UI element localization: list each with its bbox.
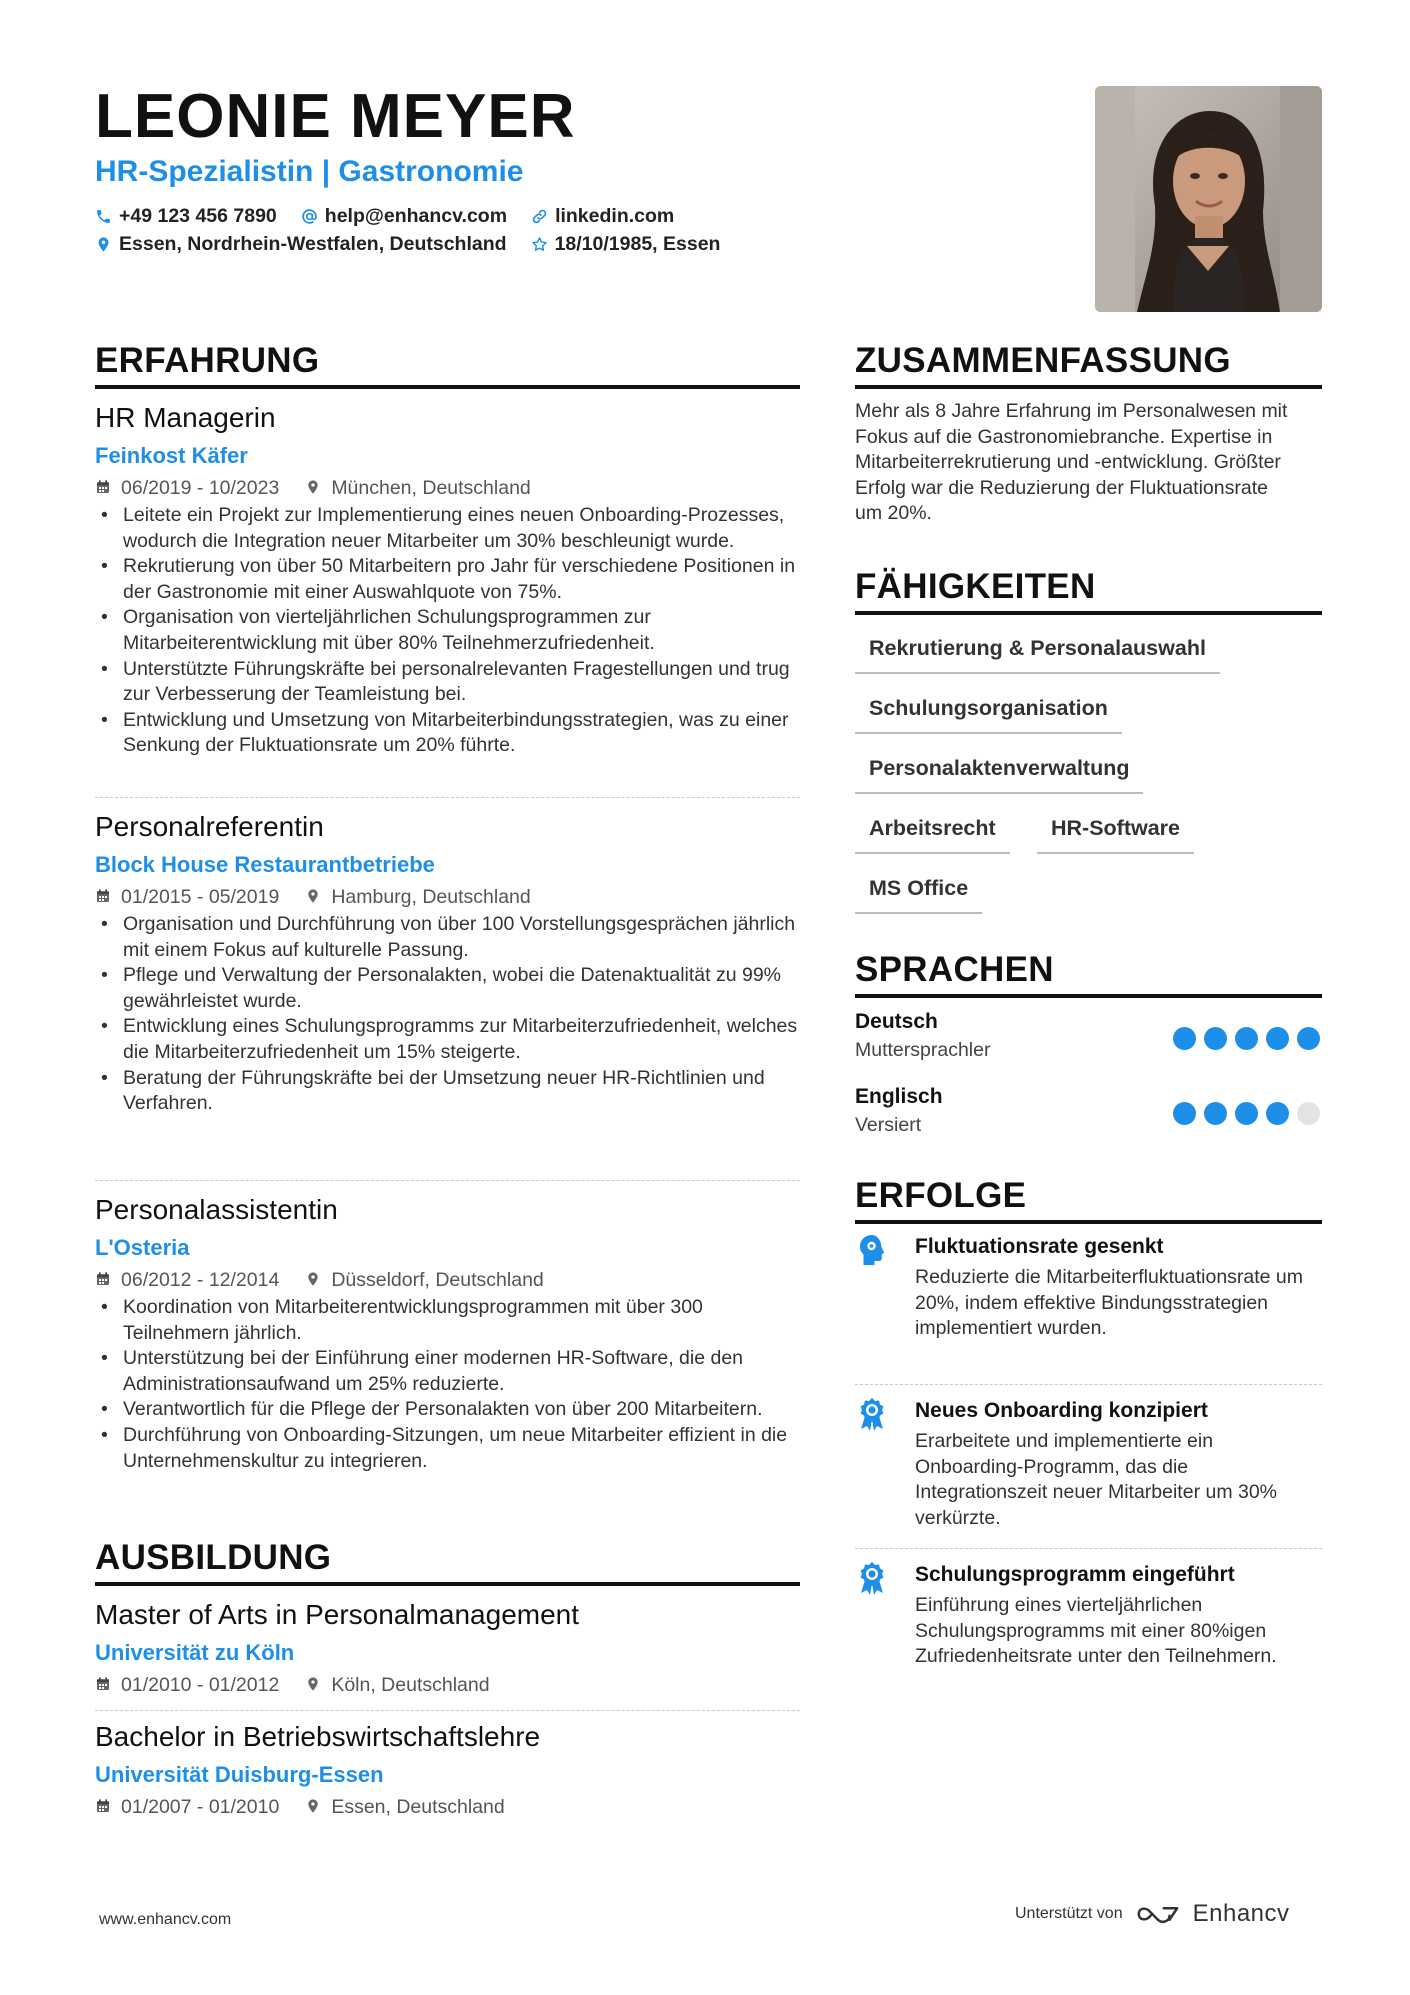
- location-pin-icon: [305, 1271, 323, 1289]
- location-text: Essen, Nordrhein-Westfalen, Deutschland: [119, 233, 507, 255]
- skill-tag: Arbeitsrecht: [855, 813, 1010, 854]
- achievement-title: Neues Onboarding konzipiert: [915, 1399, 1208, 1422]
- skills-heading-rule: [855, 611, 1322, 615]
- location-pin-icon: [305, 1676, 323, 1694]
- job-company[interactable]: Block House Restaurantbetriebe: [95, 852, 435, 877]
- link-icon: [531, 208, 548, 225]
- contact-row-2: [95, 231, 720, 257]
- achievement-title: Fluktuationsrate gesenkt: [915, 1235, 1164, 1258]
- rating-dot-filled: [1173, 1102, 1196, 1125]
- job-role: HR Managerin: [95, 402, 276, 433]
- language-level: Versiert: [855, 1114, 922, 1136]
- job-bullet: • Unterstützung bei der Einführung einer modernen HR-Software, die den Administrationsaufwand um 25% reduzierte.: [95, 1346, 800, 1397]
- candidate-title: HR-Spezialistin | Gastronomie: [95, 155, 524, 188]
- education-school[interactable]: Universität zu Köln: [95, 1640, 295, 1665]
- achievement-divider: [855, 1548, 1322, 1549]
- job-meta: [95, 1267, 544, 1293]
- education-location: Köln, Deutschland: [331, 1674, 490, 1696]
- job-location: Düsseldorf, Deutschland: [331, 1269, 544, 1291]
- summary-heading-rule: [855, 385, 1322, 389]
- job-meta: [95, 884, 531, 910]
- job-location: Hamburg, Deutschland: [331, 886, 531, 908]
- calendar-icon: [95, 1676, 113, 1694]
- calendar-icon: [95, 479, 113, 497]
- rating-dot-filled: [1204, 1027, 1227, 1050]
- job-company[interactable]: L'Osteria: [95, 1235, 190, 1260]
- calendar-icon: [95, 888, 113, 906]
- footer-website[interactable]: www.enhancv.com: [99, 1911, 232, 1928]
- job-bullet: • Rekrutierung von über 50 Mitarbeitern pro Jahr für verschiedene Positionen in der Gastronomie mit einer Auswahlquote von 75%.: [95, 554, 800, 605]
- job-company[interactable]: Feinkost Käfer: [95, 443, 248, 468]
- experience-heading: ERFAHRUNG: [95, 341, 320, 380]
- job-bullet: • Beratung der Führungskräfte bei der Umsetzung neuer HR-Richtlinien und Verfahren.: [95, 1066, 800, 1117]
- phone-text: +49 123 456 7890: [119, 205, 277, 227]
- summary-heading: ZUSAMMENFASSUNG: [855, 341, 1231, 380]
- education-divider: [95, 1710, 800, 1711]
- language-level: Muttersprachler: [855, 1039, 991, 1061]
- rating-dot-empty: [1297, 1102, 1320, 1125]
- email-text: help@enhancv.com: [324, 205, 508, 227]
- education-dates: 01/2010 - 01/2012: [121, 1674, 280, 1696]
- contact-birth: [531, 231, 721, 257]
- contact-row-1: [95, 203, 674, 229]
- languages-heading-rule: [855, 994, 1322, 998]
- language-rating: [1173, 1027, 1320, 1050]
- experience-heading-rule: [95, 385, 800, 389]
- head-icon: [857, 1233, 887, 1267]
- rating-dot-filled: [1266, 1102, 1289, 1125]
- award-ribbon-icon: [857, 1561, 887, 1595]
- job-meta: [95, 475, 531, 501]
- rating-dot-filled: [1204, 1102, 1227, 1125]
- languages-heading: SPRACHEN: [855, 950, 1054, 989]
- skill-tag: MS Office: [855, 873, 982, 914]
- education-degree: Master of Arts in Personalmanagement: [95, 1599, 580, 1630]
- achievement-title: Schulungsprogramm eingeführt: [915, 1563, 1235, 1586]
- education-heading: AUSBILDUNG: [95, 1538, 332, 1577]
- achievement-text: Erarbeitete und implementierte ein Onboarding-Programm, das die Integrationszeit neuer Mitarbeiter um 30% verkürzte.: [915, 1430, 1278, 1529]
- job-bullet: • Leitete ein Projekt zur Implementierung eines neuen Onboarding-Prozesses, wodurch die Integration neuer Mitarbeiter um 30% beschleunigt wurde.: [95, 503, 800, 554]
- achievement-text: Reduzierte die Mitarbeiterfluktuationsrate um 20%, indem effektive Bindungsstrategien implementiert wurden.: [915, 1266, 1304, 1340]
- phone-icon: [95, 208, 112, 225]
- contact-phone[interactable]: [95, 203, 277, 229]
- job-bullet: • Entwicklung und Umsetzung von Mitarbeiterbindungsstrategien, was zu einer Senkung der Fluktuationsrate um 20% führte.: [95, 708, 800, 759]
- job-role: Personalassistentin: [95, 1194, 338, 1225]
- achievements-heading: ERFOLGE: [855, 1176, 1027, 1215]
- contact-location: [95, 231, 507, 257]
- job-dates: 06/2012 - 12/2014: [121, 1269, 280, 1291]
- rating-dot-filled: [1297, 1027, 1320, 1050]
- at-icon: [301, 208, 318, 225]
- job-dates: 01/2015 - 05/2019: [121, 886, 280, 908]
- rating-dot-filled: [1235, 1027, 1258, 1050]
- candidate-name: LEONIE MEYER: [95, 82, 576, 151]
- job-bullet: • Koordination von Mitarbeiterentwicklungsprogrammen mit über 300 Teilnehmern jährlich.: [95, 1295, 800, 1346]
- job-bullet: • Organisation und Durchführung von über 100 Vorstellungsgesprächen jährlich mit einem Fokus auf kulturelle Passung.: [95, 912, 800, 963]
- rating-dot-filled: [1235, 1102, 1258, 1125]
- achievement-divider: [855, 1384, 1322, 1385]
- job-role: Personalreferentin: [95, 811, 324, 842]
- footer-branding[interactable]: [1015, 1900, 1290, 1928]
- portrait-image: [1095, 86, 1322, 312]
- award-ribbon-icon: [857, 1397, 887, 1431]
- birth-text: 18/10/1985, Essen: [554, 233, 721, 255]
- skill-tag: Schulungsorganisation: [855, 693, 1122, 734]
- job-divider: [95, 1180, 800, 1181]
- linkedin-text: linkedin.com: [555, 205, 675, 227]
- achievement-text: Einführung eines vierteljährlichen Schulungsprogramms mit einer 80%igen Zufriedenheitsrate unter den Teilnehmern.: [915, 1594, 1277, 1668]
- job-bullet: • Organisation von vierteljährlichen Schulungsprogrammen zur Mitarbeiterentwicklung mit über 80% Teilnehmerzufriedenheit.: [95, 605, 800, 656]
- language-name: Englisch: [855, 1085, 943, 1108]
- education-meta: [95, 1794, 505, 1820]
- job-dates: 06/2019 - 10/2023: [121, 477, 280, 499]
- job-bullet: • Verantwortlich für die Pflege der Personalakten von über 200 Mitarbeitern.: [95, 1397, 800, 1423]
- rating-dot-filled: [1173, 1027, 1196, 1050]
- location-pin-icon: [305, 479, 323, 497]
- contact-email[interactable]: [301, 203, 507, 229]
- job-bullet-list: [95, 1295, 800, 1474]
- education-meta: [95, 1672, 490, 1698]
- language-name: Deutsch: [855, 1010, 938, 1033]
- footer-powered-by: Unterstützt von: [1015, 1905, 1123, 1922]
- location-pin-icon: [305, 1798, 323, 1816]
- location-pin-icon: [305, 888, 323, 906]
- job-bullet: • Pflege und Verwaltung der Personalakten, wobei die Datenaktualität zu 99% gewährleistet wurde.: [95, 963, 800, 1014]
- achievements-heading-rule: [855, 1220, 1322, 1224]
- skill-tag: HR-Software: [1037, 813, 1194, 854]
- job-bullet: • Unterstützte Führungskräfte bei personalrelevanten Fragestellungen und trug zur Verbesserung der Teamleistung bei.: [95, 657, 800, 708]
- location-pin-icon: [95, 236, 112, 253]
- job-bullet-list: [95, 912, 800, 1117]
- calendar-icon: [95, 1271, 113, 1289]
- profile-photo: [1095, 86, 1322, 312]
- education-location: Essen, Deutschland: [331, 1796, 505, 1818]
- education-dates: 01/2007 - 01/2010: [121, 1796, 280, 1818]
- job-bullet: • Durchführung von Onboarding-Sitzungen, um neue Mitarbeiter effizient in die Unternehmenskultur zu integrieren.: [95, 1423, 800, 1474]
- rating-dot-filled: [1266, 1027, 1289, 1050]
- contact-linkedin[interactable]: [531, 203, 674, 229]
- calendar-icon: [95, 1798, 113, 1816]
- language-rating: [1173, 1102, 1320, 1125]
- summary-text: Mehr als 8 Jahre Erfahrung im Personalwesen mit Fokus auf die Gastronomiebranche. Expertise in Mitarbeiterrekrutierung und -entwicklung. Größter Erfolg war die Reduzierung der Fluktuationsrate um 20%.: [855, 400, 1288, 525]
- education-school[interactable]: Universität Duisburg-Essen: [95, 1762, 384, 1787]
- skill-tag: Rekrutierung & Personalauswahl: [855, 633, 1220, 674]
- skills-heading: FÄHIGKEITEN: [855, 567, 1096, 606]
- education-heading-rule: [95, 1582, 800, 1586]
- star-icon: [531, 236, 548, 253]
- job-location: München, Deutschland: [331, 477, 531, 499]
- job-divider: [95, 797, 800, 798]
- job-bullet: • Entwicklung eines Schulungsprogramms zur Mitarbeiterzufriedenheit, welches die Mitarbeiterzufriedenheit um 15% steigerte.: [95, 1014, 800, 1065]
- education-degree: Bachelor in Betriebswirtschaftslehre: [95, 1721, 541, 1752]
- job-bullet-list: [95, 503, 800, 759]
- enhancv-logo-icon: [1135, 1902, 1181, 1926]
- skill-tag: Personalaktenverwaltung: [855, 753, 1143, 794]
- footer-brand: Enhancv: [1192, 1900, 1290, 1927]
